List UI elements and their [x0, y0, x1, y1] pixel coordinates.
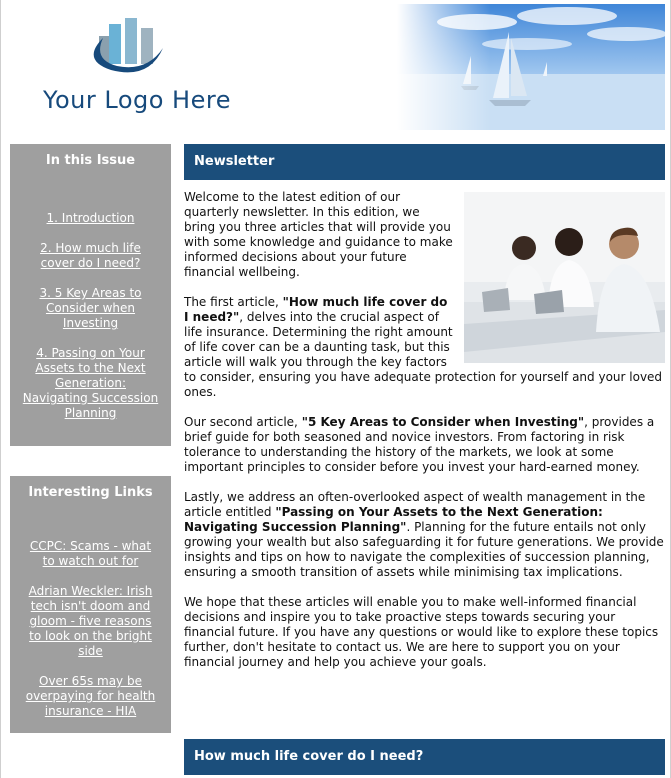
team-photo — [464, 192, 665, 363]
p2-article-title: "How much life cover do I need?" — [184, 295, 448, 324]
interesting-links-panel — [10, 476, 171, 733]
issue-link-succession[interactable]: 4. Passing on Your Assets to the Next Generation: Navigating Succession Planning — [22, 346, 159, 420]
link-adrian-weckler[interactable]: Adrian Weckler: Irish tech isn't doom and gloom - five reasons to look on the bright side — [28, 584, 153, 658]
link-over-65s-health[interactable]: Over 65s may be overpaying for health insurance - HIA — [25, 674, 156, 718]
in-this-issue-heading: In this Issue — [45, 153, 136, 168]
life-cover-section-header: How much life cover do I need? — [184, 739, 665, 775]
company-logo — [31, 14, 231, 124]
issue-link-investing[interactable]: 3. 5 Key Areas to Consider when Investing — [39, 286, 142, 330]
issue-link-life-cover[interactable]: 2. How much life cover do I need? — [40, 241, 141, 270]
issue-link-introduction[interactable]: 1. Introduction — [46, 211, 135, 225]
article3-paragraph — [184, 490, 665, 580]
link-ccpc-scams[interactable]: CCPC: Scams - what to watch out for — [29, 539, 152, 568]
p2-text: The first article, — [184, 295, 283, 309]
intro-paragraph: Welcome to the latest edition of our quarterly newsletter. In this edition, we bring you three articles that will provide you with some knowledge and guidance to make informed decisions about your future financial wellbeing. — [184, 190, 453, 279]
p4-text-cont: . Planning for the future entails not only growing your wealth but also safeguarding it for future generations. We provide insights and tips on how to navigate the complexities of succession planning, ensuring a smooth transition of assets while minimising tax implications. — [184, 520, 664, 579]
p3-article-title: "5 Key Areas to Consider when Investing" — [301, 415, 585, 429]
logo-graphic — [31, 14, 231, 86]
p3-text-cont: , provides a brief guide for both seasoned and novice investors. From factoring in risk tolerance to understanding the history of the markets, we look at some important principles to consider before you invest your hard-earned money. — [184, 415, 655, 474]
article2-paragraph — [184, 415, 665, 475]
p4-article-title: "Passing on Your Assets to the Next Generation: Navigating Succession Planning" — [184, 505, 603, 534]
hero-image-sailboats — [397, 4, 665, 130]
newsletter-header: Newsletter — [184, 144, 665, 180]
p2-text-cont: , delves into the crucial aspect of life insurance. Determining the right amount of life cover can be a daunting task, but this article will walk you through the key factors to consider, ensuring you have adequate protection for yourself and your loved ones. — [184, 310, 663, 399]
p4-text: Lastly, we address an often-overlooked aspect of wealth management in the article entitled — [184, 490, 646, 519]
in-this-issue-panel — [10, 144, 171, 446]
logo-text: Your Logo Here — [43, 86, 231, 114]
closing-paragraph: We hope that these articles will enable you to make well-informed financial decisions and inspire you to take proactive steps towards securing your financial future. If you have any questions or would like to explore these topics further, don't hesitate to contact us. We are here to support you on your financial journey and help you achieve your goals. — [184, 595, 659, 669]
newsletter-body — [184, 190, 665, 685]
p3-text: Our second article, — [184, 415, 302, 429]
interesting-links-heading: Interesting Links — [28, 485, 153, 500]
